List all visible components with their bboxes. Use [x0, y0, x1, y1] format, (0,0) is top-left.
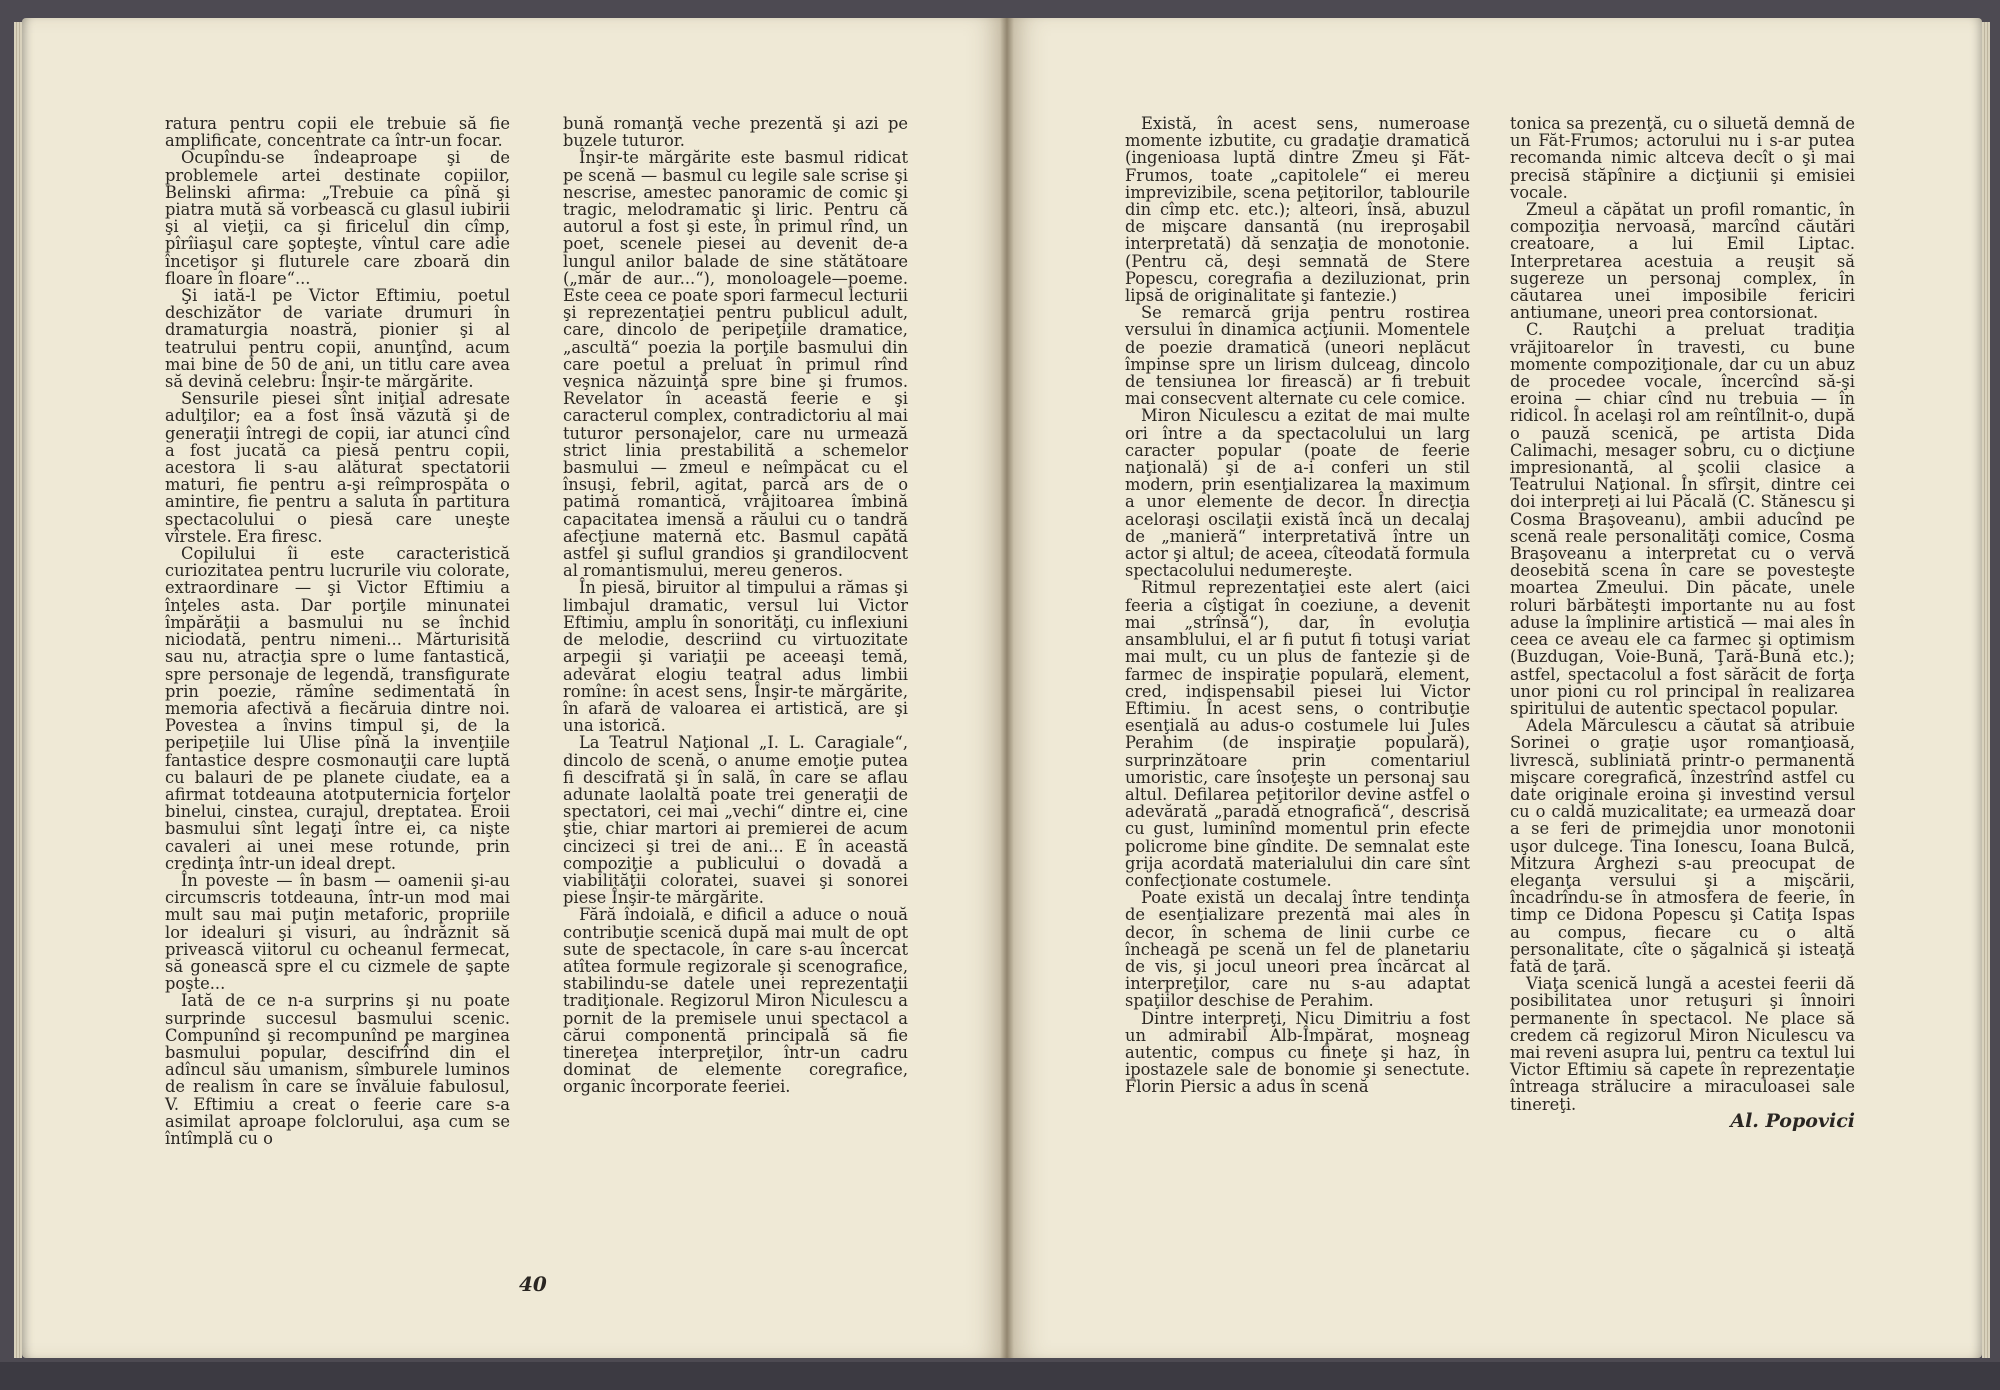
book-cover-edge: [0, 1362, 2000, 1390]
paragraph: Şi iată-l pe Victor Eftimiu, poetul deschizător de variate drumuri în dramaturgia noastră, pionier şi al teatrului pentru copii, anunţînd, acum mai bine de 50 de ani, un titlu care avea să devină celebru: Înşir-te mărgărite.: [165, 286, 510, 392]
text-column-3: [1125, 115, 1470, 1096]
book-gutter: [1000, 18, 1014, 1358]
page-number: 40: [519, 1272, 547, 1296]
paragraph: În piesă, biruitor al timpului a rămas şi limbajul dramatic, versul lui Victor Eftimiu, amplu în sonorităţi, cu inflexiuni de melodie, descriind cu virtuozitate arpegii şi variaţii pe aceeaşi temă, adevărat elogiu teatral adus limbii romîne: în acest sens, Înşir-te mărgărite, în afară de valoarea ei artistică, are şi una istorică.: [563, 578, 908, 736]
paragraph: Iată de ce n-a surprins şi nu poate surprinde succesul basmului scenic. Compunînd şi recompunînd pe marginea basmului popular, descifrînd din el adîncul său umanism, sîmburele luminos de realism în care se învăluie fabulosul, V. Eftimiu a creat o feerie care s-a asimilat aproape folclorului, aşa cum se întîmplă cu o: [165, 991, 510, 1148]
paragraph: Înşir-te mărgărite este basmul ridicat pe scenă — basmul cu legile sale scrise şi nescrise, amestec panoramic de comic şi tragic, melodramatic şi liric. Pentru că autorul a fost şi este, în primul rînd, un poet, scenele piesei au devenit de-a lungul anilor balade de sine stătătoare („măr de aur...“), monoloagele—poeme. Este ceea ce poate spori farmecul lecturii şi reprezentaţiei pentru publicul adult, care, dincolo de peripeţiile dramatice, „ascultă“ poezia la porţile basmului din care poetul a preluat în primul rînd veşnica năzuinţă spre bine şi frumos. Revelator în această feerie e şi caracterul complex, contradictoriu al mai tuturor personajelor, care nu urmează strict linia prestabilită a schemelor basmului — zmeul e neîmpăcat cu el însuşi, febril, agitat, parcă ars de o patimă romantică, vrăjitoarea îmbină capacitatea imensă a răului cu o tandră afecţiune maternă etc. Basmul capătă astfel şi suflul grandios şi grandilocvent al romantismului, mereu generos.: [563, 148, 908, 581]
text-column-4: [1510, 115, 1855, 1130]
text-column-2: [563, 115, 908, 1096]
right-page-edge: [1982, 22, 1990, 1358]
paragraph: Dintre interpreţi, Nicu Dimitriu a fost un admirabil Alb-Împărat, moşneag autentic, compus cu fineţe şi haz, în ipostazele sale de bonomie şi senectute. Florin Piersic a adus în scenă: [1125, 1008, 1470, 1097]
paragraph: Ritmul reprezentaţiei este alert (aici feeria a cîştigat în coeziune, a devenit mai „strînsă“), dar, în evoluţia ansamblului, el ar fi putut fi totuşi variat mai mult, cu un plus de fantezie şi de farmec de inspiraţie populară, element, cred, indispensabil piesei lui Victor Eftimiu. În acest sens, o contribuţie esenţială au adus-o costumele lui Jules Perahim (de inspiraţie populară), surprinzătoare prin comentariul umoristic, care însoţeşte un personaj sau altul. Defilarea peţitorilor devine astfel o adevărată „paradă etnografică“, descrisă cu gust, luminînd momentul prin efecte policrome bine gîndite. De semnalat este grija acordată materialului din care sînt confecţionate costumele.: [1125, 578, 1470, 890]
text-column-1: [165, 115, 510, 1147]
paragraph: Poate există un decalaj între tendinţa de esenţializare prezentă mai ales în decor, în schema de linii curbe ce încheagă pe scenă un fel de planetariu de vis, şi jocul uneori prea încărcat al interpreţilor, care nu s-au adaptat spaţiilor deschise de Perahim.: [1125, 888, 1470, 1011]
paragraph: La Teatrul Naţional „I. L. Caragiale“, dincolo de scenă, o anume emoţie putea fi descifrată şi în sală, în care se aflau adunate laolaltă poate trei generaţii de spectatori, cei mai „vechi“ dintre ei, cine ştie, chiar martori ai premierei de acum cincizeci şi trei de ani... E în această compoziţie a publicului o dovadă a viabilităţii coloratei, suavei şi sonorei piese Înşir-te mărgărite.: [563, 733, 908, 908]
paragraph: Fără îndoială, e dificil a aduce o nouă contribuţie scenică după mai mult de opt sute de spectacole, în care s-au încercat atîtea formule regizorale şi scenografice, stabilindu-se datele unei reprezentaţii tradiţionale. Regizorul Miron Niculescu a pornit de la premisele unui spectacol a cărui componentă principală să fie tinereţea interpreţilor, într-un cadru dominat de elemente coregrafice, organic încorporate feeriei.: [563, 905, 908, 1097]
paragraph: Zmeul a căpătat un profil romantic, în compoziţia nervoasă, marcînd căutări creatoare, a lui Emil Liptac. Interpretarea acestuia a reuşit să sugereze un personaj complex, în căutarea unei imposibile fericiri antiumane, uneori prea contorsionat.: [1510, 200, 1855, 323]
paragraph: Sensurile piesei sînt iniţial adresate adulţilor; ea a fost însă văzută şi de generaţii întregi de copii, iar atunci cînd a fost jucată ca piesă pentru copii, acestora li s-au alăturat spectatorii maturi, fie pentru a-şi reîmprospăta o amintire, fie pentru a saluta în partitura spectacolului o piesă care uneşte vîrstele. Era firesc.: [165, 389, 510, 546]
left-page-edge: [14, 22, 22, 1358]
paragraph: Adela Mărculescu a căutat să atribuie Sorinei o graţie uşor romanţioasă, livrescă, subliniată printr-o permanentă mişcare coregrafică, înzestrînd astfel cu date originale eroina şi investind versul cu o caldă muzicalitate; ea urmează doar a se feri de primejdia unor monotonii uşor dulcege. Tina Ionescu, Ioana Bulcă, Mitzura Arghezi s-au preocupat de eleganţa versului şi a mişcării, încadrîndu-se în atmosfera de feerie, în timp ce Didona Popescu şi Catiţa Ispas au compus, fiecare cu o altă personalitate, cîte o şăgalnică şi isteaţă fată de ţară.: [1510, 716, 1855, 976]
paragraph: Ocupîndu-se îndeaproape şi de problemele artei destinate copiilor, Belinski afirma: „Trebuie ca pînă şi piatra mută să vorbească cu glasul iubirii şi al vieţii, ca şi firicelul din cîmp, pîrîiaşul care şopteşte, vîntul care adie încetişor şi fluturele care zboară din floare în floare“...: [165, 148, 510, 288]
paragraph: Se remarcă grija pentru rostirea versului în dinamica acţiunii. Momentele de poezie dramatică (uneori neplăcut împinse spre un lirism dulceag, dincolo de tensiunea lor firească) ar fi trebuit mai consecvent alternate cu cele comice.: [1125, 303, 1470, 409]
author-signature: Al. Popovici: [1730, 1109, 1855, 1132]
paragraph: Există, în acest sens, numeroase momente izbutite, cu gradaţie dramatică (ingenioasa luptă dintre Zmeu şi Făt-Frumos, toate „capitolele“ ei mereu imprevizibile, scena peţitorilor, tablourile din cîmp etc. etc.); alteori, însă, abuzul de mişcare dansantă (nu ireproşabil interpretată) dă senzaţia de monotonie. (Pentru că, deşi semnată de Stere Popescu, coregrafia a deziluzionat, prin lipsă de originalitate şi fantezie.): [1125, 114, 1470, 306]
paragraph: ratura pentru copii ele trebuie să fie amplificate, concentrate ca într-un focar.: [165, 114, 510, 151]
paragraph: Viaţa scenică lungă a acestei feerii dă posibilitatea unor retuşuri şi înnoiri permanente în spectacol. Ne place să credem că regizorul Miron Niculescu va mai reveni asupra lui, pentru ca textul lui Victor Eftimiu să capete în reprezentaţie întreaga strălucire a miraculoasei sale tinereţi.: [1510, 974, 1855, 1114]
paragraph: În poveste — în basm — oamenii şi-au circumscris totdeauna, într-un mod mai mult sau mai puţin metaforic, propriile lor idealuri şi visuri, au îndrăznit să privească viitorul cu ocheanul fermecat, să gonească spre el cu cizmele de şapte poşte...: [165, 870, 510, 994]
paragraph: Copilului îi este caracteristică curiozitatea pentru lucrurile viu colorate, extraordinare — şi Victor Eftimiu a înţeles asta. Dar porţile minunatei împărăţii a basmului nu se închid niciodată, pentru nimeni... Mărturisită sau nu, atracţia spre o lume fantastică, spre personaje de legendă, transfigurate prin poezie, rămîne sedimentată în memoria afectivă a fiecăruia dintre noi. Povestea a învins timpul şi, de la peripeţiile lui Ulise pînă la invenţiile fantastice despre cosmonauţii care luptă cu balauri de pe planete ciudate, ea a afirmat totdeauna atotputernicia forţelor binelui, cinstea, curajul, dreptatea. Eroii basmului sînt legaţi între ei, ca nişte cavaleri ai unei mese rotunde, prin credinţa într-un ideal drept.: [165, 544, 510, 873]
paragraph: bună romanţă veche prezentă şi azi pe buzele tuturor.: [563, 114, 908, 151]
paragraph: Miron Niculescu a ezitat de mai multe ori între a da spectacolului un larg caracter popular (poate de feerie naţională) şi de a-i conferi un stil modern, prin esenţializarea la maximum a unor elemente de decor. În direcţia aceloraşi oscilaţii există încă un decalaj de „manieră“ interpretativă între un actor şi altul; de aceea, cîteodată formula spectacolului nedumereşte.: [1125, 406, 1470, 581]
paragraph: C. Rauţchi a preluat tradiţia vrăjitoarelor în travesti, cu bune momente compoziţionale, dar cu un abuz de procedee vocale, încercînd să-şi eroina — chiar cînd nu trebuia — în ridicol. În acelaşi rol am reîntîlnit-o, după o pauză scenică, pe artista Dida Calimachi, mesager sobru, cu o dicţiune impresionantă, al şcolii clasice a Teatrului Naţional. În sfîrşit, dintre cei doi interpreţi ai lui Păcală (C. Stănescu şi Cosma Braşoveanu), ambii aducînd pe scenă reale personalităţi comice, Cosma Braşoveanu a interpretat cu o vervă deosebită scena în care se povesteşte moartea Zmeului. Din păcate, unele roluri bărbăteşti importante nu au fost aduse la împlinire artistică — mai ales în ceea ce aveau ele ca farmec şi optimism (Buzdugan, Voie-Bună, Ţară-Bună etc.); astfel, spectacolul a fost sărăcit de forţa unor pioni cu rol principal în realizarea spiritului de autentic spectacol popular.: [1510, 320, 1855, 718]
paragraph: tonica sa prezenţă, cu o siluetă demnă de un Făt-Frumos; actorului nu i s-ar putea recomanda nimic altceva decît o şi mai precisă stăpînire a dicţiunii şi emisiei vocale.: [1510, 114, 1855, 202]
